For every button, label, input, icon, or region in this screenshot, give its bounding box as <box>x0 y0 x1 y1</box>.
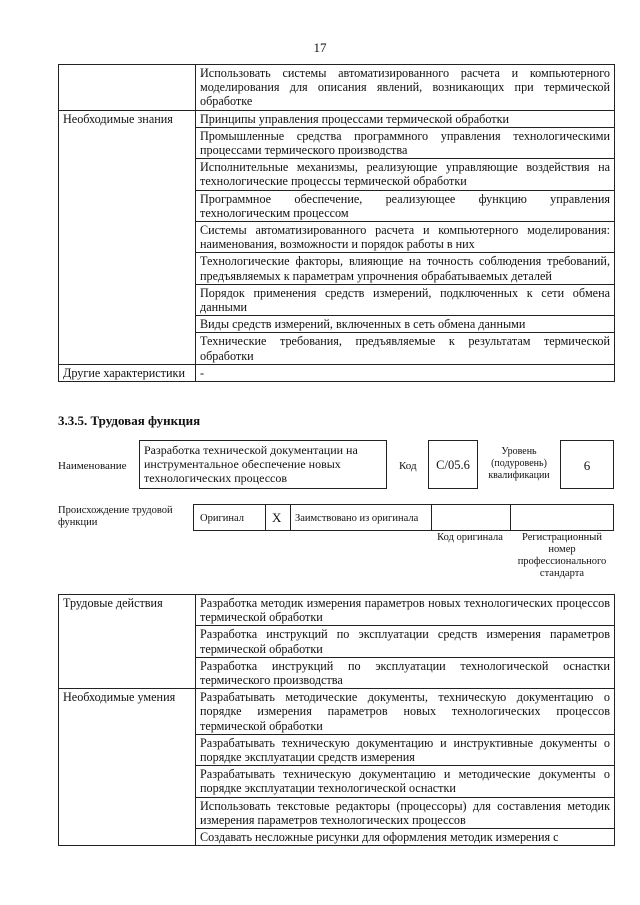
knowledge-item: Программное обеспечение, реализующее функцию управления технологическим процессом <box>196 190 615 221</box>
divider <box>290 504 291 531</box>
knowledge-item: Промышленные средства программного управления технологическими процессами термического производства <box>196 127 615 158</box>
reg-caption: Регистрационный номер профессионального стандарта <box>517 532 607 579</box>
knowledge-item: Технологические факторы, влияющие на точность соблюдения требований, предъявляемых к параметрам упрочнения обрабатываемых деталей <box>196 253 615 284</box>
borrowed-label: Заимствовано из оригинала <box>295 513 419 524</box>
table-row <box>59 689 615 735</box>
code-label: Код <box>399 460 417 472</box>
other-label: Другие характеристики <box>59 364 196 381</box>
knowledge-item: Технические требования, предъявляемые к результатам термической обработки <box>196 333 615 364</box>
original-label: Оригинал <box>200 513 244 524</box>
origin-label: Происхождение трудовой функции <box>58 505 173 528</box>
table-row <box>59 595 615 626</box>
name-value: Разработка технической документации на инструментальное обеспечение новых технологических процессов <box>139 440 387 489</box>
skill-item: Разрабатывать методические документы, техническую документацию о порядке измерения параметров новых технологических процессов термической обработки <box>196 689 615 735</box>
knowledge-item: Системы автоматизированного расчета и компьютерного моделирования: наименования, возможности и порядок работы в них <box>196 222 615 253</box>
table-row <box>59 110 615 127</box>
divider <box>265 504 266 531</box>
divider <box>510 504 511 531</box>
knowledge-item: Виды средств измерений, включенных в сеть обмена данными <box>196 316 615 333</box>
empty-label-cell <box>59 65 196 111</box>
original-mark: X <box>272 510 282 525</box>
action-item: Разработка инструкций по эксплуатации технологической оснастки термического производства <box>196 657 615 688</box>
action-item: Разработка методик измерения параметров новых технологических процессов термической обработки <box>196 595 615 626</box>
skill-item: Использовать текстовые редакторы (процессоры) для составления методик измерения параметров технологических процессов <box>196 797 615 828</box>
knowledge-item: Принципы управления процессами термической обработки <box>196 110 615 127</box>
page-number: 17 <box>313 40 327 55</box>
knowledge-table <box>58 64 615 382</box>
function-table <box>58 594 615 846</box>
skill-item: Разрабатывать техническую документацию и методические документы о порядке эксплуатации технологической оснастки <box>196 766 615 797</box>
section-title: 3.3.5. Трудовая функция <box>58 413 201 428</box>
table-row <box>59 364 615 381</box>
skill-item: Создавать несложные рисунки для оформления методик измерения с <box>196 829 615 846</box>
name-label: Наименование <box>58 460 127 472</box>
knowledge-item: Порядок применения средств измерений, подключенных к сети обмена данными <box>196 284 615 315</box>
knowledge-item: Исполнительные механизмы, реализующие управляющие воздействия на технологические процессы термической обработки <box>196 159 615 190</box>
skills-label: Необходимые умения <box>59 689 196 846</box>
action-item: Разработка инструкций по эксплуатации средств измерения параметров термической обработки <box>196 626 615 657</box>
level-value: 6 <box>560 440 614 489</box>
skill-item: Разрабатывать техническую документацию и инструктивные документы о порядке эксплуатации средств измерения <box>196 734 615 765</box>
table-row <box>59 65 615 111</box>
table-cell: Использовать системы автоматизированного расчета и компьютерного моделирования для описания явлений, возникающих при термической обработке <box>196 65 615 111</box>
code-value: C/05.6 <box>428 440 478 489</box>
other-value: - <box>196 364 615 381</box>
level-label: Уровень (подуровень) квалификации <box>488 446 550 481</box>
knowledge-label: Необходимые знания <box>59 110 196 364</box>
actions-label: Трудовые действия <box>59 595 196 689</box>
divider <box>431 504 432 531</box>
code-caption: Код оригинала <box>437 532 503 543</box>
